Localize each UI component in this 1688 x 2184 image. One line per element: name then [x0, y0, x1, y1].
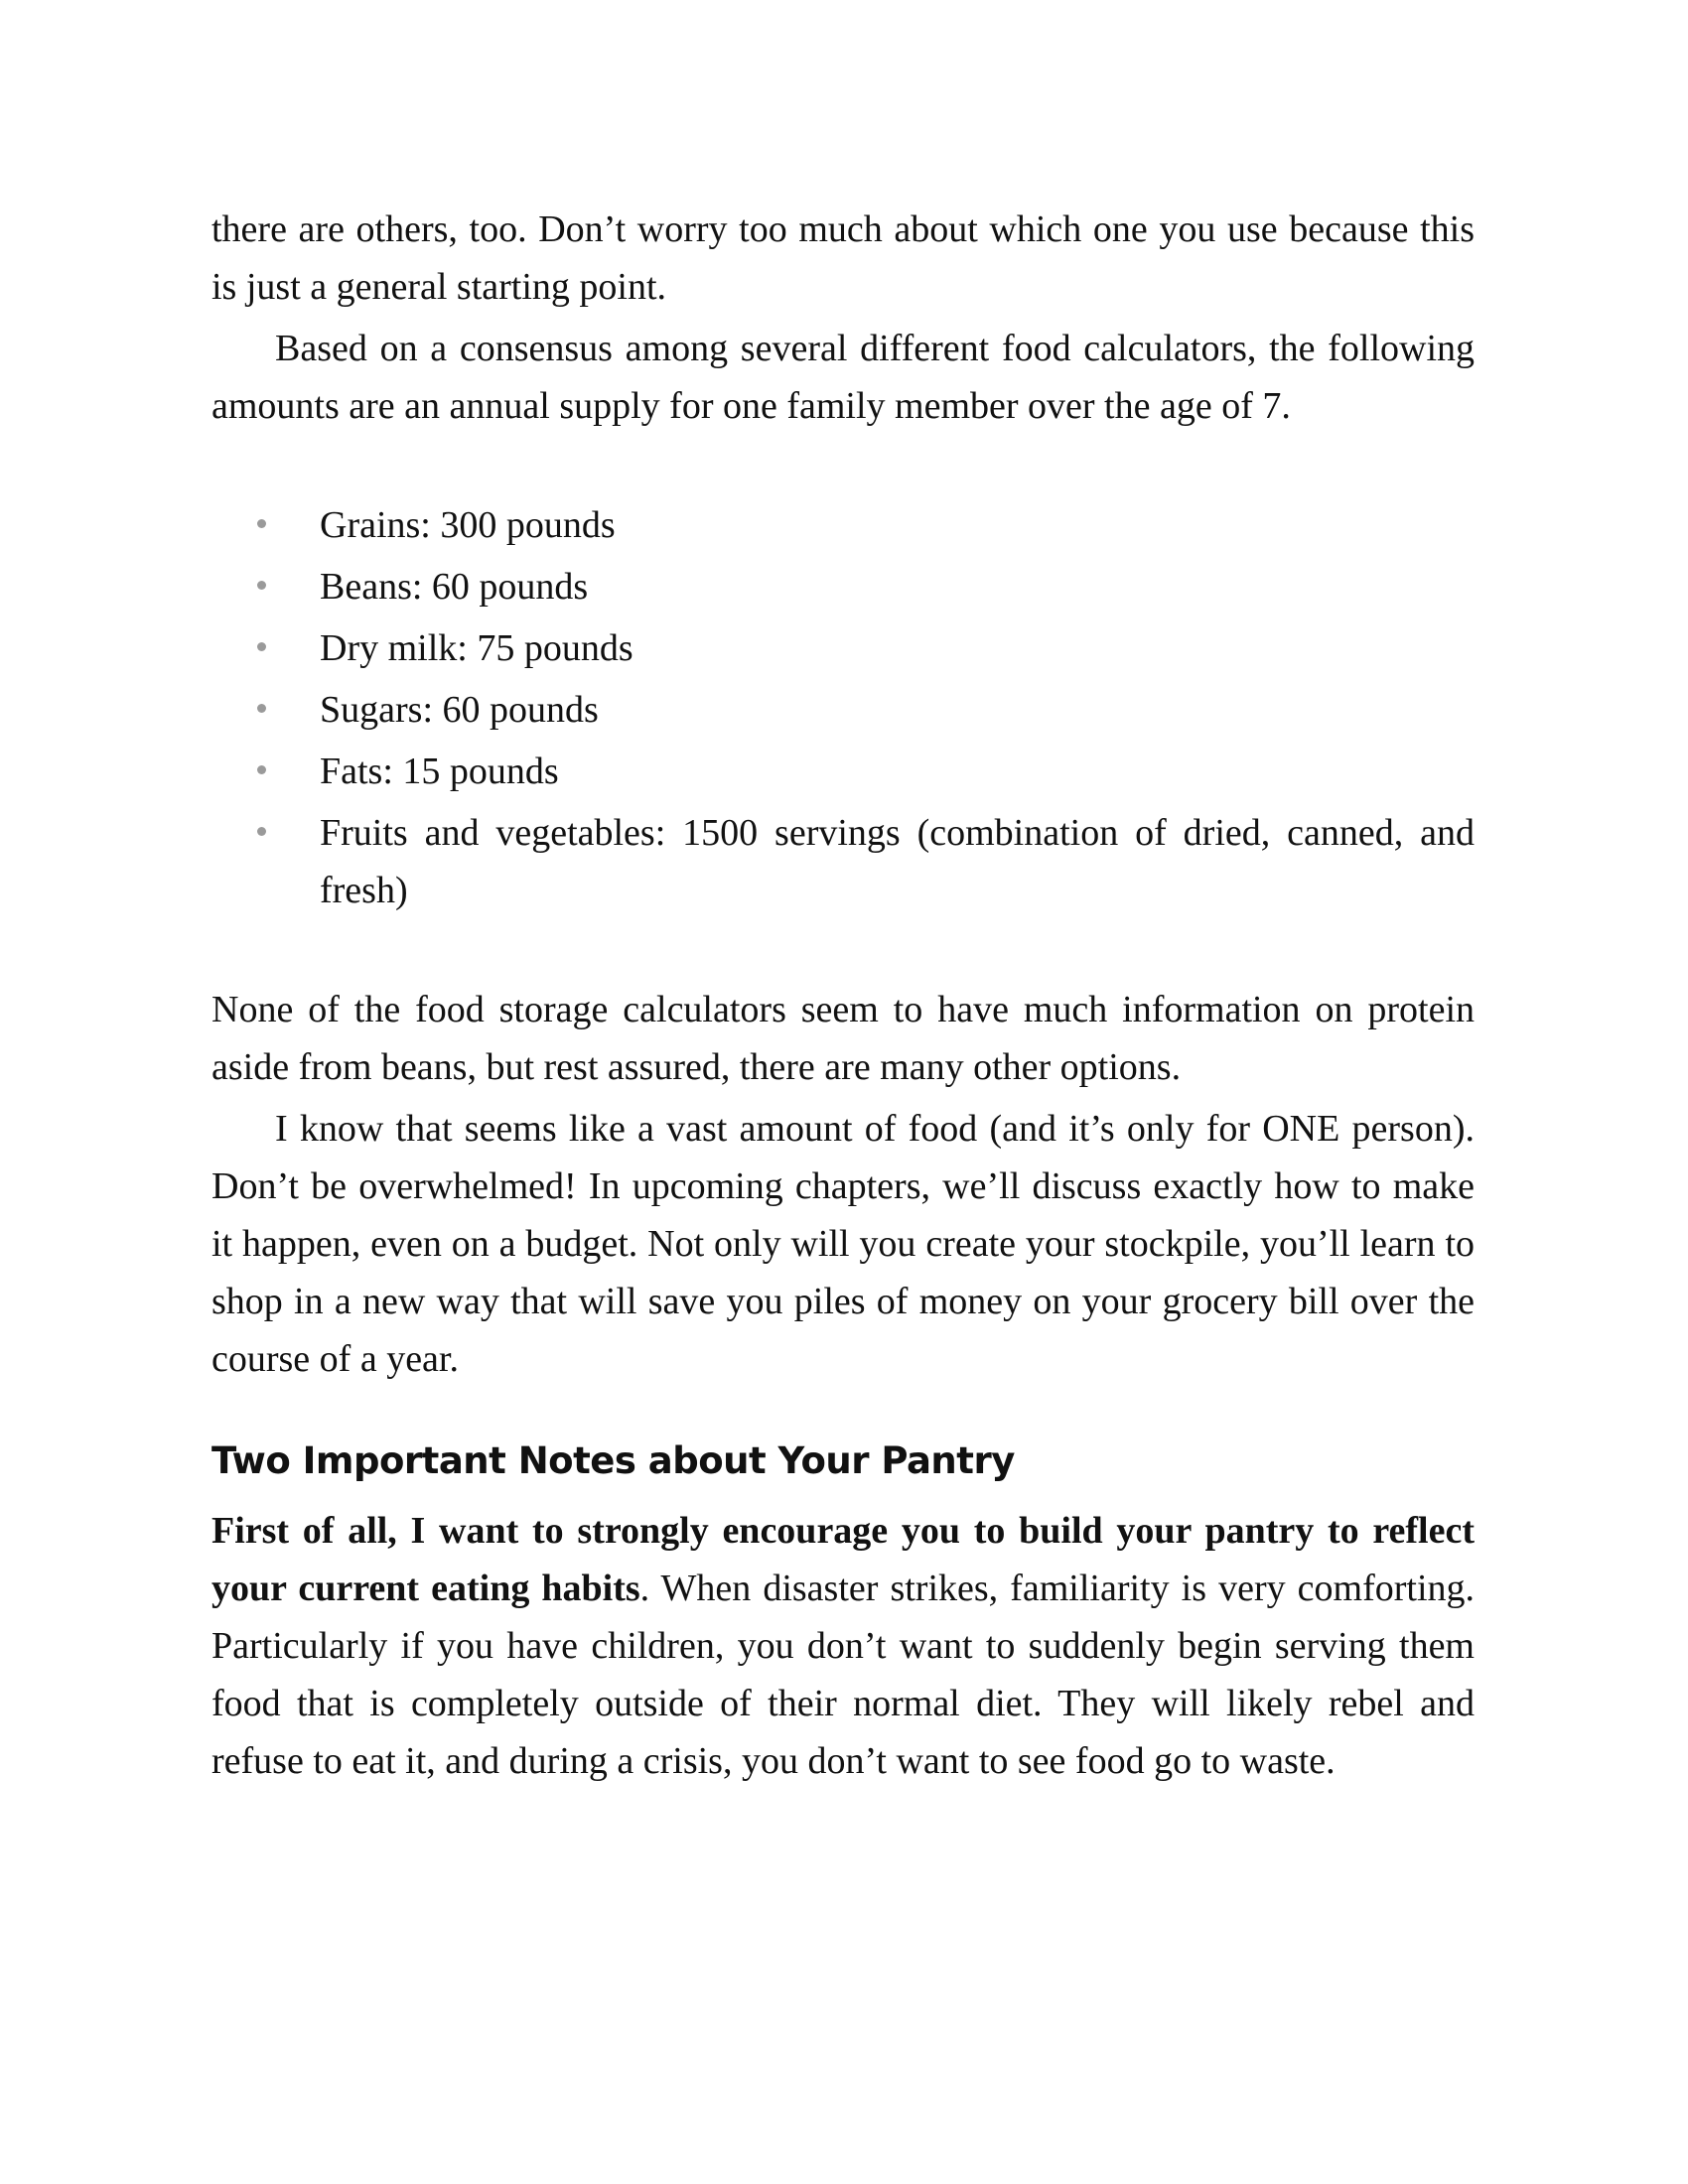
list-item-text: Sugars: 60 pounds	[320, 689, 599, 731]
paragraph-body-text: . When disaster strikes, familiarity is very comforting. Particularly if you have children, you don’t want to suddenly begin serving them food that is completely outside of their normal diet. They will likely rebel and refuse to eat it, and during a crisis, you don’t want to see food go to waste.	[211, 1568, 1476, 1782]
bullet-icon	[257, 704, 266, 713]
list-item	[211, 743, 1475, 800]
list-item-text: Fruits and vegetables: 1500 servings (combination of dried, canned, and fresh)	[320, 812, 1475, 911]
paragraph-overwhelmed: I know that seems like a vast amount of food (and it’s only for ONE person). Don’t be overwhelmed! In upcoming chapters, we’ll discuss exactly how to make it happen, even on a budget. Not only will you create your stockpile, you’ll learn to shop in a new way that will save you piles of money on your grocery bill over the course of a year.	[211, 1108, 1475, 1380]
list-item-text: Grains: 300 pounds	[320, 504, 616, 546]
list-item	[211, 496, 1475, 554]
bullet-icon	[257, 581, 266, 590]
bullet-icon	[257, 519, 266, 528]
section-heading: Two Important Notes about Your Pantry	[211, 1439, 1015, 1482]
paragraph-intro-continued: there are others, too. Don’t worry too much about which one you use because this is just a general starting point.	[211, 208, 1475, 308]
list-item-text: Dry milk: 75 pounds	[320, 627, 633, 669]
bullet-icon	[257, 827, 266, 836]
bullet-icon	[257, 642, 266, 651]
list-item	[211, 804, 1475, 919]
list-item	[211, 558, 1475, 615]
list-item-text: Fats: 15 pounds	[320, 751, 559, 792]
list-item	[211, 619, 1475, 677]
bold-lead-text: First of all, I want to strongly encourage you to build your pantry to reflect your current eating habits	[211, 1510, 1475, 1609]
list-item	[211, 681, 1475, 739]
bullet-icon	[257, 765, 266, 774]
paragraph-consensus: Based on a consensus among several different food calculators, the following amounts are an annual supply for one family member over the age of 7.	[211, 328, 1475, 427]
paragraph-pantry-habits	[211, 1502, 1475, 1790]
annual-supply-list	[211, 496, 1475, 919]
list-item-text: Beans: 60 pounds	[320, 566, 589, 608]
paragraph-protein: None of the food storage calculators seem to have much information on protein aside from beans, but rest assured, there are many other options.	[211, 989, 1475, 1088]
document-page	[211, 201, 1475, 1790]
